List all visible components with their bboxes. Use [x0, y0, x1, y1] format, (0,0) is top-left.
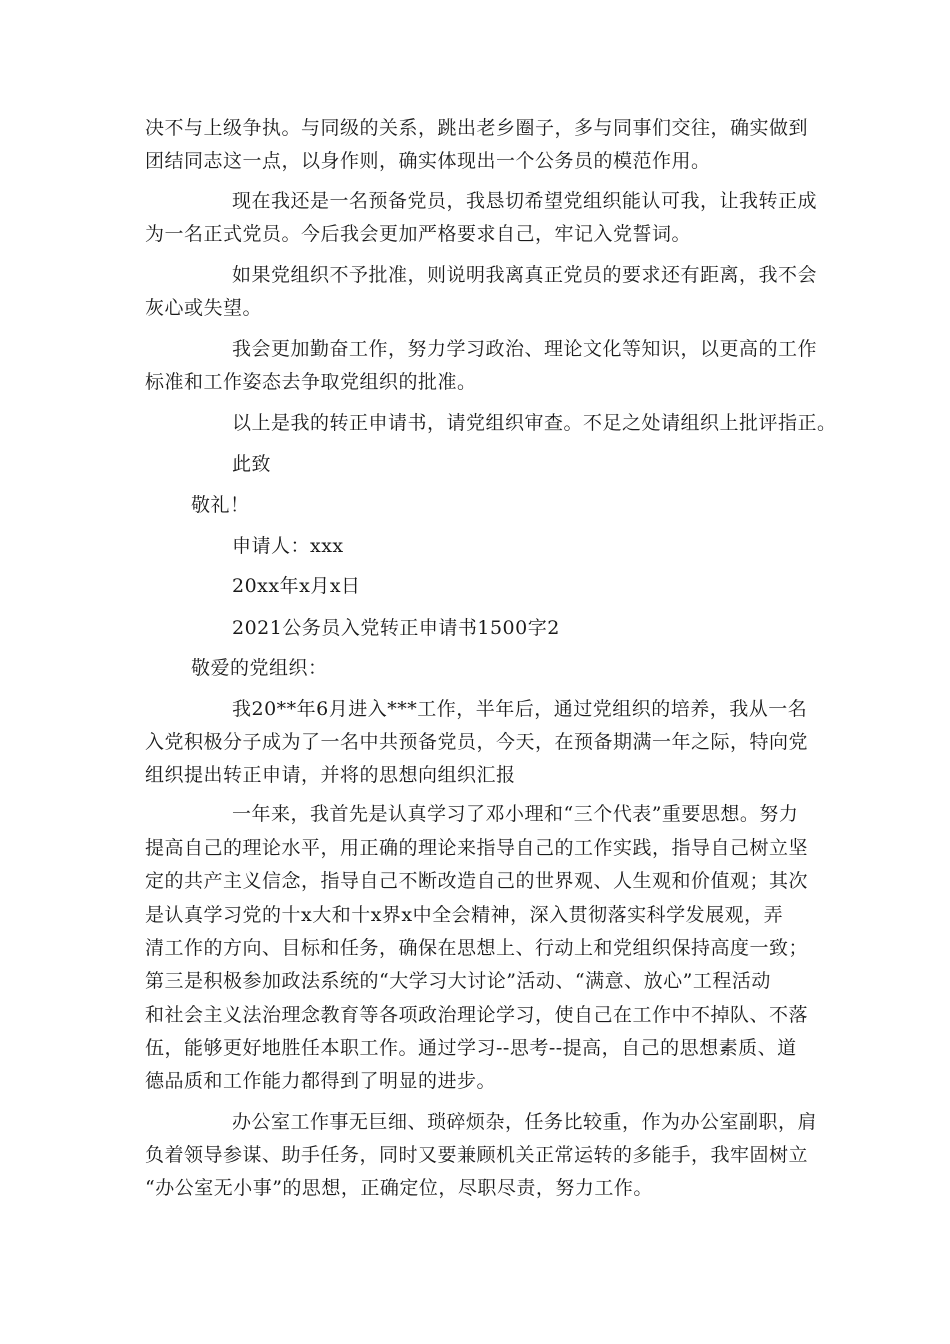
paragraph-line: 如果党组织不予批准，则说明我离真正党员的要求还有距离，我不会: [232, 264, 818, 286]
paragraph-line: 决不与上级争执。与同级的关系，跳出老乡圈子，多与同事们交往，确实做到: [145, 117, 809, 139]
paragraph-line: 德品质和工作能力都得到了明显的进步。: [145, 1070, 497, 1092]
section-title: 2021公务员入党转正申请书1500字2: [232, 617, 560, 639]
paragraph-line: 办公室工作事无巨细、琐碎烦杂，任务比较重，作为办公室副职，肩: [232, 1111, 818, 1133]
paragraph-line: 为一名正式党员。今后我会更加严格要求自己，牢记入党誓词。: [145, 223, 692, 245]
paragraph-line: “办公室无小事”的思想，正确定位，尽职尽责，努力工作。: [145, 1177, 653, 1199]
paragraph-line: 我会更加勤奋工作，努力学习政治、理论文化等知识，以更高的工作: [232, 338, 818, 360]
date-line: 20xx年x月x日: [232, 575, 361, 597]
paragraph-line: 清工作的方向、目标和任务，确保在思想上、行动上和党组织保持高度一致；: [145, 937, 809, 959]
paragraph-line: 现在我还是一名预备党员，我恳切希望党组织能认可我，让我转正成: [232, 190, 818, 212]
paragraph-line: 定的共产主义信念，指导自己不断改造自己的世界观、人生观和价值观；其次: [145, 870, 809, 892]
paragraph-line: 是认真学习党的十x大和十x界x中全会精神，深入贯彻落实科学发展观，弄: [145, 904, 784, 926]
applicant-line: 申请人：xxx: [232, 535, 344, 557]
paragraph-line: 一年来，我首先是认真学习了邓小理和“三个代表”重要思想。努力: [232, 803, 799, 825]
paragraph-line: 灰心或失望。: [145, 297, 263, 319]
paragraph-line: 伍，能够更好地胜任本职工作。通过学习--思考--提高，自己的思想素质、道: [145, 1037, 797, 1059]
closing-text: 此致: [232, 453, 272, 475]
paragraph-line: 提高自己的理论水平，用正确的理论来指导自己的工作实践，指导自己树立坚: [145, 837, 809, 859]
paragraph-line: 标准和工作姿态去争取党组织的批准。: [145, 371, 477, 393]
paragraph-line: 负着领导参谋、助手任务，同时又要兼顾机关正常运转的多能手，我牢固树立: [145, 1144, 809, 1166]
greeting-text: 敬爱的党组织：: [191, 657, 328, 679]
paragraph-line: 团结同志这一点，以身作则，确实体现出一个公务员的模范作用。: [145, 150, 711, 172]
paragraph-line: 入党积极分子成为了一名中共预备党员，今天，在预备期满一年之际，特向党: [145, 731, 809, 753]
paragraph-line: 第三是积极参加政法系统的“大学习大讨论”活动、“满意、放心”工程活动: [145, 970, 771, 992]
paragraph-line: 我20**年6月进入***工作，半年后，通过党组织的培养，我从一名: [232, 698, 808, 720]
paragraph-line: 以上是我的转正申请书，请党组织审查。不足之处请组织上批评指正。: [232, 412, 837, 434]
salute-text: 敬礼！: [191, 494, 250, 516]
paragraph-line: 组织提出转正申请，并将的思想向组织汇报: [145, 764, 516, 786]
paragraph-line: 和社会主义法治理念教育等各项政治理论学习，使自己在工作中不掉队、不落: [145, 1004, 809, 1026]
